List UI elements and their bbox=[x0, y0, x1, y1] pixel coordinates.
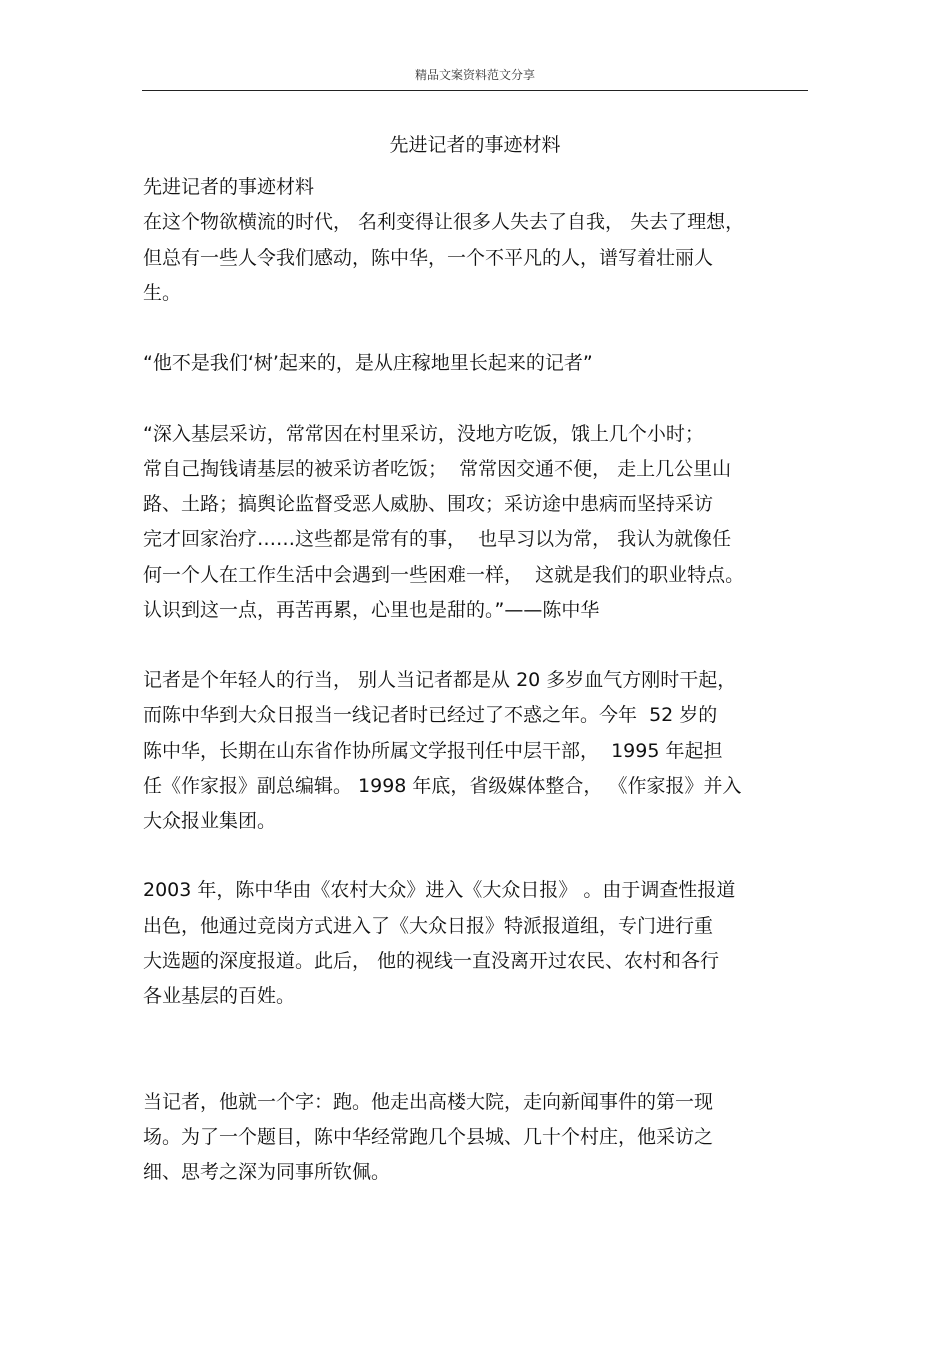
body-line: 大选题的深度报道。此后， 他的视线一直没离开过农民、农村和各行 bbox=[143, 950, 720, 972]
body-line: 各业基层的百姓。 bbox=[143, 985, 296, 1007]
body-line: 而陈中华到大众日报当一线记者时已经过了不惑之年。今年 52 岁的 bbox=[143, 704, 718, 726]
body-line: 常自己掏钱请基层的被采访者吃饭； 常常因交通不便， 走上几公里山 bbox=[143, 458, 732, 480]
body-line: 任《作家报》副总编辑。 1998 年底，省级媒体整合， 《作家报》并入 bbox=[143, 775, 742, 797]
body-line: 出色，他通过竞岗方式进入了《大众日报》特派报道组，专门进行重 bbox=[143, 915, 714, 937]
body-line: 在这个物欲横流的时代， 名利变得让很多人失去了自我， 失去了理想， bbox=[143, 211, 745, 233]
header-divider bbox=[142, 90, 808, 91]
body-line: 陈中华，长期在山东省作协所属文学报刊任中层干部， 1995 年起担 bbox=[143, 740, 723, 762]
body-line: 认识到这一点，再苦再累，心里也是甜的。”——陈中华 bbox=[143, 599, 600, 621]
body-line: “深入基层采访，常常因在村里采访，没地方吃饭，饿上几个小时； bbox=[143, 423, 704, 445]
body-line: 2003 年，陈中华由《农村大众》进入《大众日报》 。由于调查性报道 bbox=[143, 879, 736, 901]
body-line: 完才回家治疗……这些都是常有的事， 也早习以为常， 我认为就像任 bbox=[143, 528, 732, 550]
body-line: 但总有一些人令我们感动，陈中华，一个不平凡的人，谱写着壮丽人 bbox=[143, 247, 714, 269]
document-title: 先进记者的事迹材料 bbox=[389, 134, 561, 156]
body-line: 当记者，他就一个字：跑。他走出高楼大院，走向新闻事件的第一现 bbox=[143, 1091, 714, 1113]
body-line: “他不是我们‘树’起来的，是从庄稼地里长起来的记者” bbox=[143, 352, 593, 374]
body-line: 场。为了一个题目，陈中华经常跑几个县城、几十个村庄，他采访之 bbox=[143, 1126, 714, 1148]
body-line: 细、思考之深为同事所钦佩。 bbox=[143, 1161, 391, 1183]
body-line: 先进记者的事迹材料 bbox=[143, 176, 315, 198]
body-line: 记者是个年轻人的行当， 别人当记者都是从 20 多岁血气方刚时干起， bbox=[143, 669, 737, 691]
body-line: 何一个人在工作生活中会遇到一些困难一样， 这就是我们的职业特点。 bbox=[143, 564, 745, 586]
body-line: 路、土路；搞舆论监督受恶人威胁、围攻；采访途中患病而坚持采访 bbox=[143, 493, 714, 515]
page-header: 精品文案资料范文分享 bbox=[414, 68, 535, 82]
body-line: 大众报业集团。 bbox=[143, 810, 277, 832]
body-line: 生。 bbox=[143, 282, 182, 304]
